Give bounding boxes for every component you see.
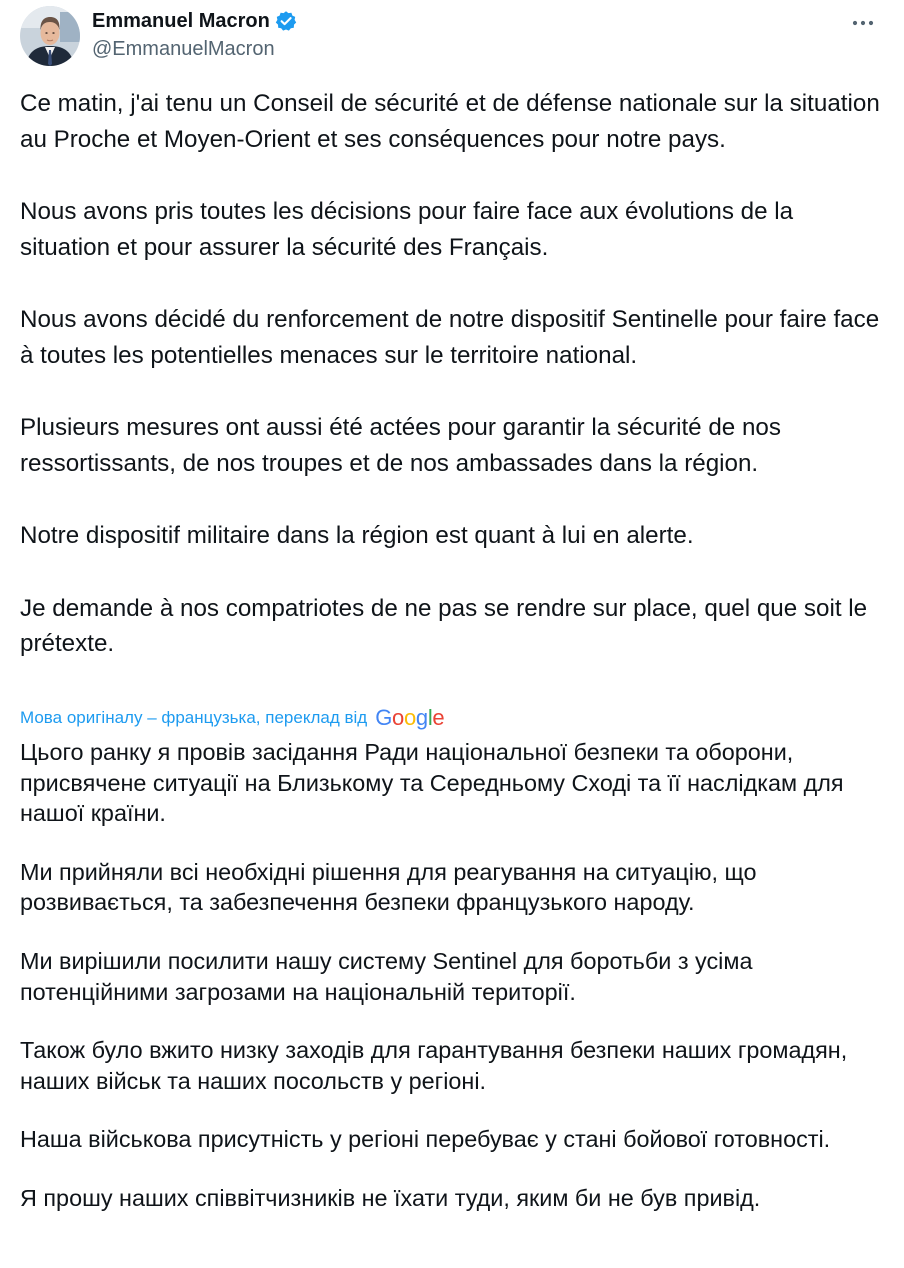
author-display-name[interactable]: Emmanuel Macron xyxy=(92,9,270,32)
translation-notice-text: Мова оригіналу – французька, переклад від xyxy=(20,708,368,727)
tweet-paragraph: Nous avons pris toutes les décisions pour faire face aux évolutions de la situation et pour assurer la sécurité des Français. xyxy=(20,198,794,261)
verified-badge-icon[interactable] xyxy=(275,10,297,32)
translated-paragraph: Цього ранку я провів засідання Ради національної безпеки та оборони, присвячене ситуації на Близькому та Середньому Сході та її наслідкам для нашої країни. xyxy=(20,739,844,827)
tweet-paragraph: Je demande à nos compatriotes de ne pas se rendre sur place, quel que soit le prétexte. xyxy=(20,594,868,657)
translation-notice-link[interactable] xyxy=(20,704,444,732)
tweet-paragraph: Nous avons décidé du renforcement de notre dispositif Sentinelle pour faire face à toutes les potentielles menaces sur le territoire national. xyxy=(20,306,880,369)
tweet-paragraph: Ce matin, j'ai tenu un Conseil de sécurité et de défense nationale sur la situation au Proche et Moyen-Orient et ses conséquences pour notre pays. xyxy=(20,90,880,153)
translated-paragraph: Також було вжито низку заходів для гарантування безпеки наших громадян, наших військ та наших посольств у регіоні. xyxy=(20,1037,848,1094)
more-options-icon[interactable] xyxy=(846,8,880,38)
tweet-paragraph: Plusieurs mesures ont aussi été actées pour garantir la sécurité de nos ressortissants, de nos troupes et de nos ambassades dans la région. xyxy=(20,414,781,477)
display-name-row xyxy=(92,8,297,34)
avatar[interactable] xyxy=(20,6,80,66)
tweet-text-translated xyxy=(20,737,884,1214)
tweet-header xyxy=(20,6,884,68)
tweet-text-original xyxy=(20,86,884,662)
avatar-photo xyxy=(20,6,80,66)
author-names xyxy=(92,8,297,61)
translated-paragraph: Я прошу наших співвітчизників не їхати туди, яким би не був привід. xyxy=(20,1184,761,1211)
translated-paragraph: Ми вирішили посилити нашу систему Sentinel для боротьби з усіма потенційними загрозами на національній території. xyxy=(20,947,753,1005)
translated-paragraph: Наша військова присутність у регіоні перебуває у стані бойової готовності. xyxy=(20,1126,831,1153)
translated-paragraph: Ми прийняли всі необхідні рішення для реагування на ситуацію, що розвивається, та забезпечення безпеки французького народу. xyxy=(20,858,757,916)
author-handle[interactable]: @EmmanuelMacron xyxy=(92,38,275,60)
google-logo: Google xyxy=(375,705,445,730)
tweet-paragraph: Notre dispositif militaire dans la région est quant à lui en alerte. xyxy=(20,522,694,549)
